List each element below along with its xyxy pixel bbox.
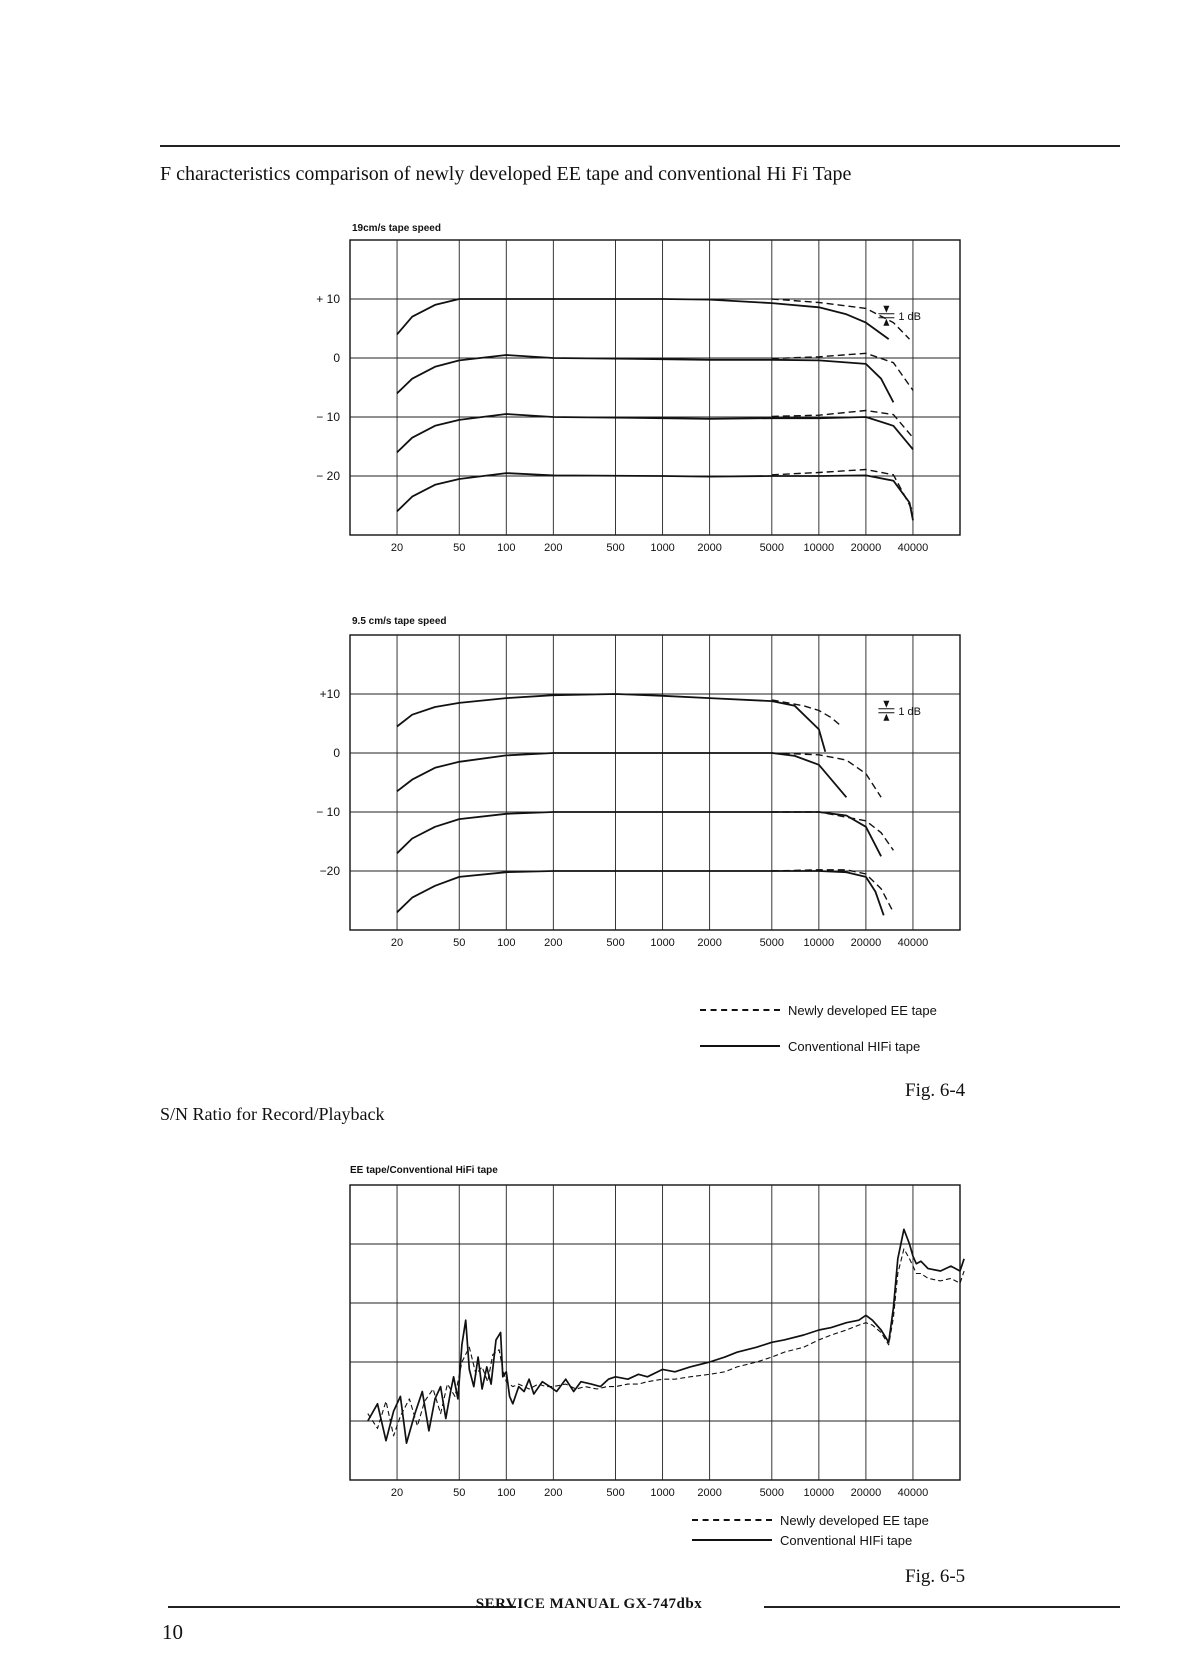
x-tick-label: 40000 — [897, 542, 929, 554]
x-tick-label: 1000 — [650, 1487, 675, 1499]
x-tick-label: 40000 — [897, 937, 929, 949]
x-tick-label: 10000 — [803, 1487, 835, 1499]
ee-tape-curve — [772, 753, 881, 797]
x-tick-label: 100 — [497, 937, 516, 949]
y-tick-label: 0 — [333, 351, 340, 365]
legend-hifi — [700, 1036, 937, 1056]
header-rule — [160, 145, 1120, 147]
ee-tape-curve — [772, 353, 913, 390]
ee-tape-curve — [772, 411, 913, 438]
legend-hifi-label: Conventional HIFi tape — [788, 1038, 921, 1054]
x-tick-label: 50 — [453, 1487, 466, 1499]
chart3-caption: EE tape/Conventional HiFi tape — [350, 1165, 498, 1176]
x-tick-label: 20 — [390, 542, 404, 554]
hifi-tape-curve — [397, 753, 846, 797]
y-tick-label: − 10 — [316, 410, 340, 424]
scale-arrow-down — [883, 701, 889, 708]
y-tick-label: − 20 — [316, 469, 340, 483]
x-tick-label: 1000 — [650, 542, 675, 554]
x-tick-label: 5000 — [759, 1487, 785, 1499]
hifi-tape-curve — [397, 414, 913, 452]
x-tick-label: 20 — [390, 1487, 404, 1499]
x-tick-label: 200 — [544, 542, 563, 554]
x-tick-label: 200 — [544, 1487, 563, 1499]
hifi-tape-curve — [397, 299, 889, 339]
legend-fig-6-4 — [700, 1000, 937, 1056]
x-tick-label: 50 — [453, 937, 466, 949]
scale-arrow-up — [883, 319, 889, 326]
x-tick-label: 2000 — [697, 542, 722, 554]
legend2-hifi-label: Conventional HIFi tape — [780, 1532, 913, 1548]
chart1-caption: 19cm/s tape speed — [352, 223, 441, 234]
x-tick-label: 5000 — [759, 937, 785, 949]
fig-6-4-label: Fig. 6-4 — [905, 1080, 966, 1101]
y-tick-label: + 10 — [316, 292, 340, 306]
chart-19cm — [290, 235, 990, 570]
x-tick-label: 2000 — [697, 1487, 722, 1499]
x-tick-label: 100 — [497, 1487, 516, 1499]
chart-sn-ratio — [290, 1180, 990, 1505]
legend2-hifi — [692, 1530, 929, 1550]
x-tick-label: 50 — [453, 542, 466, 554]
x-tick-label: 10000 — [803, 542, 835, 554]
x-tick-label: 40000 — [897, 1487, 929, 1499]
hifi-tape-noise-curve — [368, 1229, 964, 1443]
plot-frame — [350, 1185, 960, 1480]
x-tick-label: 500 — [606, 937, 625, 949]
scale-label: 1 dB — [898, 310, 922, 323]
x-tick-label: 10000 — [803, 937, 835, 949]
legend-solid-swatch — [700, 1045, 780, 1047]
y-tick-label: 0 — [333, 746, 340, 760]
legend2-solid-swatch — [692, 1539, 772, 1541]
legend-ee — [700, 1000, 937, 1020]
legend2-ee-label: Newly developed EE tape — [780, 1512, 929, 1528]
hifi-tape-curve — [397, 871, 884, 915]
x-tick-label: 2000 — [697, 937, 722, 949]
ee-tape-noise-curve — [368, 1249, 964, 1436]
scale-arrow-down — [883, 306, 889, 313]
x-tick-label: 20000 — [850, 937, 882, 949]
page-title: F characteristics comparison of newly developed EE tape and conventional Hi Fi Tape — [160, 163, 852, 185]
chart2-caption: 9.5 cm/s tape speed — [352, 616, 447, 627]
y-tick-label: +10 — [319, 687, 340, 701]
legend2-dashed-swatch — [692, 1519, 772, 1521]
x-tick-label: 500 — [606, 1487, 625, 1499]
legend-fig-6-5 — [692, 1510, 929, 1550]
y-tick-label: − 10 — [316, 805, 340, 819]
x-tick-label: 20000 — [850, 1487, 882, 1499]
hifi-tape-curve — [397, 473, 913, 520]
scale-arrow-up — [883, 714, 889, 721]
legend-dashed-swatch — [700, 1009, 780, 1011]
footer-title: SERVICE MANUAL GX-747dbx — [475, 1596, 703, 1612]
x-tick-label: 100 — [497, 542, 516, 554]
x-tick-label: 5000 — [759, 542, 785, 554]
legend-ee-label: Newly developed EE tape — [788, 1002, 937, 1018]
plot-frame — [350, 240, 960, 535]
x-tick-label: 1000 — [650, 937, 675, 949]
chart-9-5cm — [290, 630, 990, 965]
hifi-tape-curve — [397, 694, 825, 752]
sn-title: S/N Ratio for Record/Playback — [160, 1104, 385, 1124]
x-tick-label: 200 — [544, 937, 563, 949]
x-tick-label: 20000 — [850, 542, 882, 554]
scale-label: 1 dB — [898, 705, 922, 718]
fig-6-5-label: Fig. 6-5 — [905, 1566, 966, 1587]
legend2-ee — [692, 1510, 929, 1530]
hifi-tape-curve — [397, 812, 881, 856]
plot-frame — [350, 635, 960, 930]
x-tick-label: 20 — [390, 937, 404, 949]
x-tick-label: 500 — [606, 542, 625, 554]
page-number: 10 — [162, 1620, 183, 1644]
y-tick-label: −20 — [319, 864, 340, 878]
